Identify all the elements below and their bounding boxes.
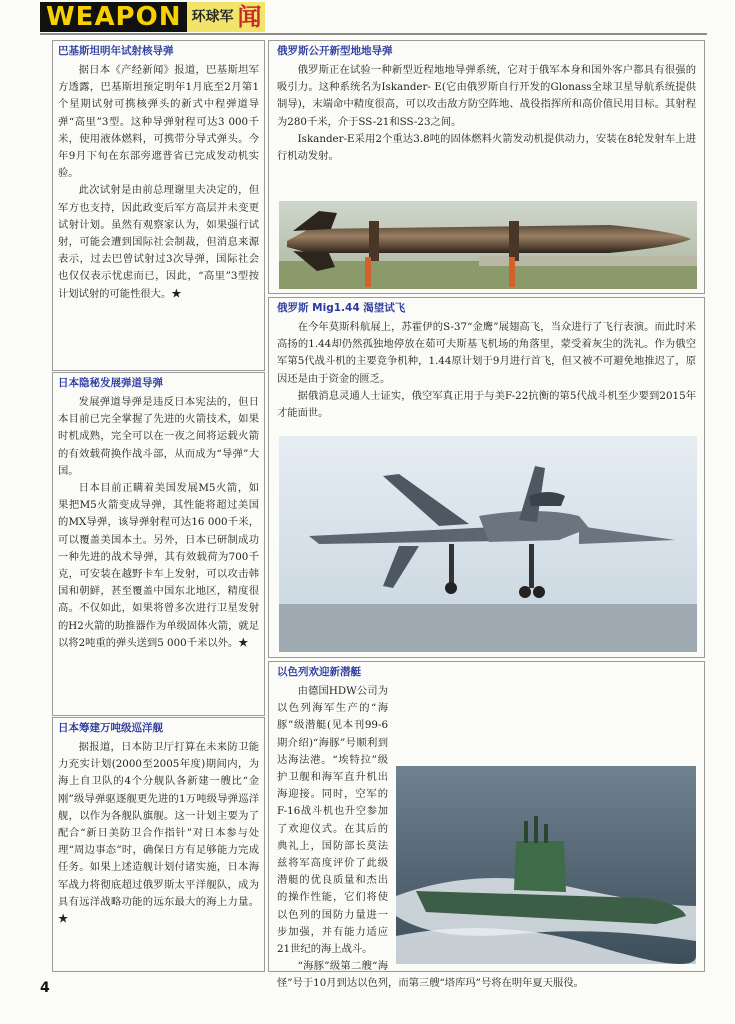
- article-mig: [268, 297, 705, 658]
- article-paragraph: Iskander-E采用2个重达3.8吨的固体燃料火箭发动机提供动力，安装在8轮发射车上进行机动发射。: [277, 132, 696, 163]
- column-name-large-char: 闻: [237, 2, 265, 32]
- article-title: 俄罗斯 Mig1.44 渴望试飞: [277, 302, 406, 314]
- article-title: 俄罗斯公开新型地地导弹: [277, 45, 393, 57]
- article-paragraph: 俄罗斯正在试验一种新型近程地地导弹系统，它对于俄军本身和国外客户都具有很强的吸引力。这种系统名为Iskander- E(它由俄罗斯自行开发的Glonass全球卫星导航系统提供制导)，末端命中精度很高，可以攻击敌方防空阵地、战役指挥所和高价值民用目标。其射程为280千米，介于SS-21和SS-23之间。: [277, 64, 696, 128]
- article-japan-missile: [52, 372, 265, 716]
- article-paragraph: “海豚”级第二艘“海怪”号于10月到达以色列，而第三艘“塔库玛”号将在明年夏天服役。: [277, 960, 584, 990]
- article-paragraph: 此次试射是由前总理谢里夫决定的，但军方也支持，因此政变后军方高层并未变更试射计划。虽然有观察家认为，如果强行试射，可能会遭到国际社会制裁，但消息来源表示，过去巴曾试射过3次导弹，国际社会也仅仅表示忧虑而已，因此，“高里”3型按计划试射的可能性很大。★: [58, 184, 259, 300]
- article-title: 日本筹建万吨级巡洋舰: [58, 722, 163, 734]
- weapon-logo: WEAPON: [40, 2, 187, 32]
- article-russia-missile: [268, 40, 705, 294]
- article-israel: [268, 661, 705, 990]
- column-name: 环球军: [187, 2, 237, 32]
- jet-illustration: [279, 436, 697, 652]
- article-title: 以色列欢迎新潜艇: [277, 666, 361, 678]
- header-rule: [40, 33, 707, 35]
- missile-photo: [279, 201, 697, 289]
- article-paragraph: 日本目前正瞒着美国发展M5火箭，如果把M5火箭变成导弹，其性能将超过美国的MX导弹，该导弹射程可达16 000千米，可以覆盖美国本土。另外，日本已研制成功一种先进的战术导弹，其有效载荷为700千克，可安装在越野卡车上发射，可以攻击韩国和朝鲜，甚至覆盖中国东北地区，精度很高。不仅如此，如果将曾多次进行卫星发射的H2火箭的助推器作为单级固体火箭，就足以将2吨重的弹头送到5 000千米以外。★: [58, 482, 259, 649]
- article-paragraph: 据俄消息灵通人士证实，俄空军真正用于与美F-22抗衡的第5代战斗机至少要到2015年才能面世。: [277, 389, 696, 420]
- article-pakistan: [52, 40, 265, 371]
- fighter-jet-photo: [279, 436, 697, 652]
- article-japan-destroyer: [52, 717, 265, 972]
- page-number: 4: [40, 980, 50, 996]
- submarine-illustration: [396, 766, 696, 964]
- article-title: 巴基斯坦明年试射核导弹: [58, 45, 174, 57]
- article-paragraph: 在今年莫斯科航展上，苏霍伊的S-37“金鹰”展翅高飞，当众进行了飞行表演。而此时米高扬的1.44却仍然孤独地停放在茹可夫斯基飞机场的角落里，蒙受着灰尘的洗礼。作为俄空军第5代战斗机的主要竞争机种，1.44原计划于9月进行首飞，但又被不可避免地推迟了，原因还是由于资金的匮乏。: [277, 321, 696, 385]
- submarine-photo: [396, 766, 696, 964]
- article-paragraph: 发展弹道导弹是违反日本宪法的，但日本目前已完全掌握了先进的火箭技术，如果时机成熟，完全可以在一夜之间将运载火箭的有效载荷换作战斗部，从而成为“导弹”大国。: [58, 396, 259, 477]
- missile-illustration: [279, 201, 697, 289]
- magazine-header: [40, 2, 265, 32]
- article-paragraph: 由德国HDW公司为以色列海军生产的“海豚”级潜艇(见本刊99-6期介绍)“海豚”号顺利到达海法港。“埃特拉”级护卫舰和海军直升机出海迎接。同时，空军的F-16战斗机也升空参加了欢迎仪式。在其后的典礼上，国防部长莫法兹将军高度评价了此级潜艇的优良质量和杰出的操作性能，它们将使以色列的国防力量进一步加强，并有能力适应21世纪的海上战斗。: [277, 685, 388, 956]
- article-paragraph: 据日本《产经新闻》报道，巴基斯坦军方透露，巴基斯坦预定明年1月底至2月第1个星期试射可携核弹头的新式中程弹道导弹“高里”3型。这种导弹射程可达3 000千米，使用液体燃料，可携带分导式弹头。今年9月下旬在东部旁遮普省已完成发动机实验。: [58, 64, 259, 180]
- article-title: 日本隐秘发展弹道导弹: [58, 377, 163, 389]
- article-paragraph: 据报道，日本防卫厅打算在未来防卫能力充实计划(2000至2005年度)期间内，为海上自卫队的4个分舰队各新建一艘比“金刚”级导弹驱逐舰更先进的1万吨级导弹巡洋舰，以作为各舰队旗舰。这一计划主要为了配合“新日美防卫合作指针”对日本参与处理“周边事态”时，确保日方有足够能力完成任务。如果上述造舰计划付诸实施，日本海军战力将彻底超过俄罗斯太平洋舰队，成为具有远洋战略功能的远东最大的海上力量。★: [58, 741, 259, 926]
